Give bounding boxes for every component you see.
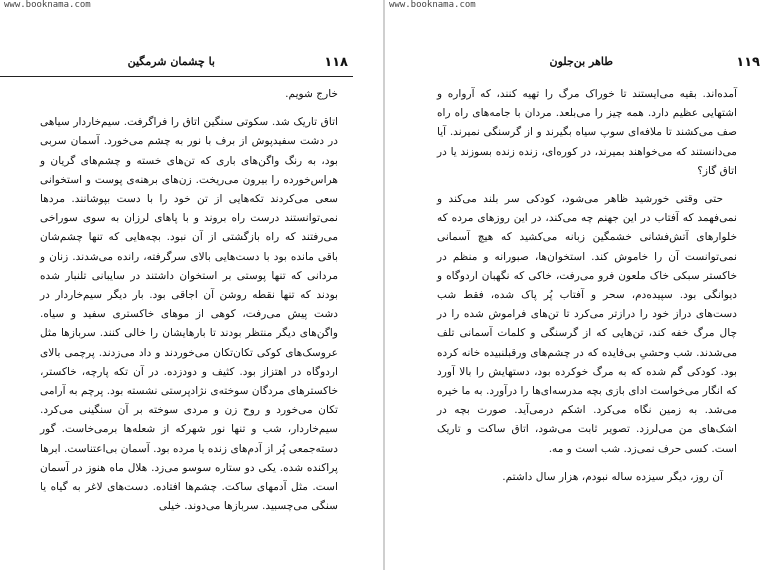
right-paragraph: حتی وقتی خورشید ظاهر می‌شود، کودکی سر بلند می‌کند و نمی‌فهمد که آفتاب در این جهنم چه می‌کند، در این روزهای مرده که خلوارهای آتش‌فشانی خشمگین زبانه می‌کشید که هیچ آسمانی نمی‌توانست آن را خاموش کند. استخوان‌ها، صبورانه و منظم در خاکستر سبکی خاک ملعون فرو می‌رفت، خاکی که نگهبان اردوگاه و دیوانگی بود. سپیده‌دم، سحر و آفتاب پُر پاک شده، فقط شب دست‌های دراز خود را درازتر می‌کرد تا تن‌های فراموش شده را در چال مرگ خفه کند، تن‌هایی که از گرسنگی و کلمات آسمانی تلف می‌شدند. شب وحشیِ بی‌فایده که در چشم‌های ورقبلنبیده خانه کرده بود. کودکی گم شده که به مرگ خوکرده بود، دستهایش را بالا آورد که انگار می‌خواست ادای بازی بچه مدرسه‌ای‌ها را درآورد. به ما خیره می‌شد. به زمین نگاه می‌کرد. اشکم درمی‌آید. صورت بچه در اشک‌های من می‌لرزد. تصویر ثابت می‌شود، اتاق ساکت و تاریک است. کسی حرف نمی‌زد. شب است و مه. — [437, 193, 737, 455]
left-header-rule — [0, 76, 353, 77]
watermark-right: www.booknama.com — [389, 0, 476, 10]
left-header-title: با چشمان شرمگین — [127, 55, 215, 68]
watermark-left: www.booknama.com — [4, 0, 91, 10]
right-paragraph: آن روز، دیگر سیزده ساله نبودم، هزار سال داشتم. — [502, 470, 723, 483]
right-page — [385, 0, 768, 570]
left-page — [0, 0, 383, 570]
left-paragraph: خارج شویم. — [285, 88, 338, 100]
right-header-title: طاهر بن‌جلون — [549, 55, 613, 68]
left-page-body — [40, 85, 338, 516]
right-paragraph: آمده‌اند. بقیه می‌ایستند تا خوراک مرگ را تهیه کنند، که آرواره و اشتهایی عظیم دارد. همه چیز را می‌بلعد. مردان با جامه‌های راه راه صف می‌کشند تا ملافه‌ای سوپ سیاه بگیرند و از گرسنگی نمیرند. آیا می‌دانستند که می‌خواهند بمیرند، در کوره‌ای، زنده زنده بسوزند یا در اتاق گاز؟ — [437, 88, 737, 177]
right-running-header — [385, 55, 768, 77]
left-running-header — [0, 55, 383, 77]
left-paragraph: اتاق تاریک شد. سکوتی سنگین اتاق را فراگرفت. سیم‌خاردار سیاهی در دشت سفیدپوش از برف با نور به چشم می‌خورد. آسمان سربی بود، به رنگ واگن‌های باری که تن‌های خسته و چشم‌های گریان و هراس‌خورده را بیرون می‌ریخت. زن‌های برهنه‌ی پوست و استخوانی سعی می‌کردند تکه‌هایی از تن خود را با دست بپوشانند. مردها نمی‌توانستند درست راه بروند و با پاهای لرزان به سوی سوراخی می‌رفتند که راه بازگشتی از آن نبود. بچه‌هایی که تنها چشم‌شان باقی مانده بود با دست‌هایی بالای سرگرفته، رانده می‌شدند. زنان و مردانی که تنها پوستی بر استخوان داشتند در سایبانی تلنبار شده بودند که تنها نقطه روشن آن اجاقی بود. بار دیگر سیم‌خاردار در دشت پیش می‌رفت، کوهی از موهای خاکستری سفید و سیاه. واگن‌های دیگر منتظر بودند تا بارهایشان را خالی کنند. سربازها مثل عروسک‌های کوکی تکان‌تکان می‌خوردند و داد می‌زدند. پرچمی بالای اردوگاه در اهتزاز بود. کثیف و دودزده. در آن تکه پارچه، خاکستر، خاکسترهای مردگان سوخته‌ی نژادپرستی نشسته بود. پرچم به آرامی تکان می‌خورد و روح زن و مردی سوخته بر آن سنگینی می‌کرد. سیم‌خاردار، شب و تنها نور شهرکه از شعله‌ها برمی‌خاست. گور دسته‌جمعی پُر از آدم‌های زنده یا مرده بود. آسمان بی‌اعتناست. ابرها پراکنده شده. یکی دو ستاره سوسو می‌زد. هلال ماه هنوز در آسمان است. مثل آدمهای ساکت. چشم‌ها افتاده. دست‌های لاغر به گیاه یا سنگی می‌چسبید. سربازها می‌دوند. خیلی — [40, 116, 338, 513]
right-page-number: ۱۱۹ — [736, 55, 760, 70]
right-page-body — [437, 85, 737, 487]
left-page-number: ۱۱۸ — [324, 55, 348, 70]
